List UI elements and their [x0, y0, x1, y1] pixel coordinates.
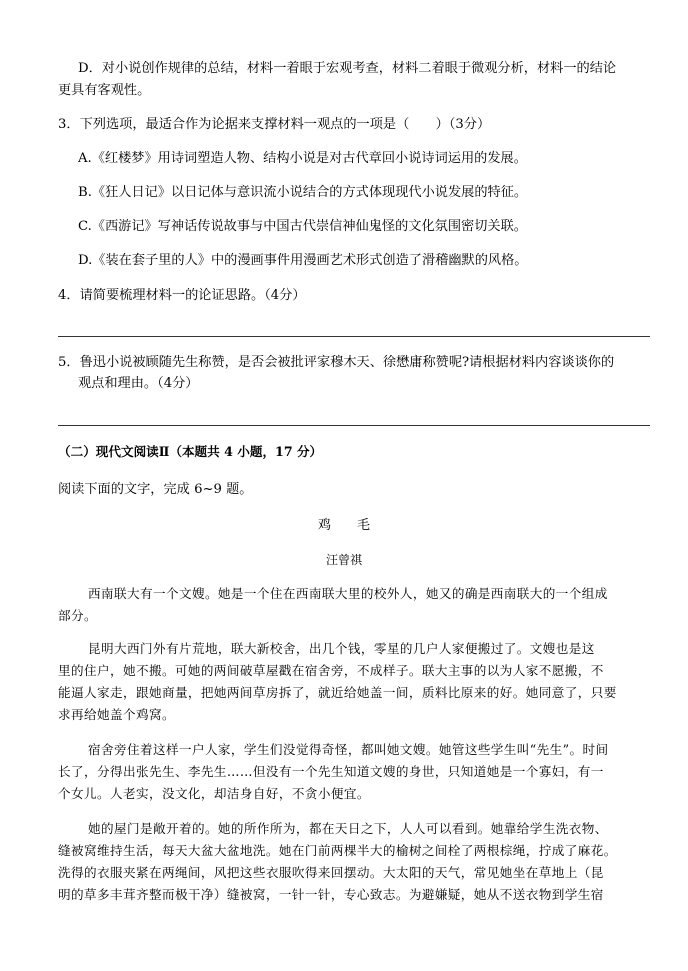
story-author: 汪曾祺	[325, 553, 362, 567]
q2-option-d-line2: 更具有客观性。	[58, 83, 151, 98]
story-p2-line3: 能逼人家走，跟她商量，把她两间草房拆了，就近给她盖一间，质料比原来的好。她同意了，只要	[58, 685, 617, 700]
q5-answer-line[interactable]	[58, 425, 650, 426]
section2-heading: （二）现代文阅读Ⅱ（本题共 4 小题，17 分）	[58, 444, 323, 459]
story-p4-line3: 洗得的衣服夹紧在两绳间，风把这些衣服吹得来回摆动。大太阳的天气，常见她坐在草地上（昆	[58, 865, 604, 880]
story-p2-line2: 里的住户，她不搬。可她的两间破草屋戳在宿舍旁，不成样子。联大主事的以为人家不愿搬，不	[58, 663, 604, 678]
story-p1-line2: 部分。	[58, 608, 97, 623]
section2-instruction: 阅读下面的文字，完成 6~9 题。	[58, 482, 253, 497]
story-p3-line1: 宿舍旁住着这样一户人家，学生们没觉得奇怪，都叫她文嫂。她管这些学生叫“先生”。时间	[88, 742, 609, 757]
q5-line1: 5．鲁迅小说被顾随先生称赞，是否会被批评家穆木天、徐懋庸称赞呢?请根据材料内容谈谈你的	[58, 355, 615, 370]
story-p2-line1: 昆明大西门外有片荒地，联大新校舍，出几个钱，零星的几户人家便搬过了。文嫂也是这	[88, 641, 595, 656]
story-p3-line2: 长了，分得出张先生、李先生……但没有一个先生知道文嫂的身世，只知道她是一个寡妇，有一	[58, 764, 604, 779]
q3-option-a: A.《红楼梦》用诗词塑造人物、结构小说是对古代章回小说诗词运用的发展。	[78, 151, 527, 166]
q3-option-b: B.《狂人日记》以日记体与意识流小说结合的方式体现现代小说发展的特征。	[78, 185, 528, 200]
q5-line2: 观点和理由。（4分）	[78, 376, 199, 391]
story-title: 鸡 毛	[317, 518, 370, 533]
q2-option-d-line1: D．对小说创作规律的总结，材料一着眼于宏观考查，材料二着眼于微观分析，材料一的结论	[78, 61, 617, 76]
q3-stem: 3．下列选项，最适合作为论据来支撑材料一观点的一项是（ ）（3分）	[58, 117, 491, 132]
q4-stem: 4．请简要梳理材料一的论证思路。（4分）	[58, 288, 306, 303]
story-p3-line3: 个女儿。人老实，没文化，却洁身自好，不贪小便宜。	[58, 786, 370, 801]
story-p1-line1: 西南联大有一个文嫂。她是一个住在西南联大里的校外人，她又的确是西南联大的一个组成	[88, 586, 608, 601]
story-p4-line1: 她的屋门是敞开着的。她的所作所为，都在天日之下，人人可以看到。她靠给学生洗衣物、	[88, 821, 608, 836]
q4-answer-line[interactable]	[58, 336, 650, 337]
story-p2-line4: 求再给她盖个鸡窝。	[58, 707, 175, 722]
q3-option-c: C.《西游记》写神话传说故事与中国古代崇信神仙鬼怪的文化氛围密切关联。	[78, 219, 527, 234]
story-p4-line2: 缝被窝维持生活，每天大盆大盆地洗。她在门前两棵半大的榆树之间栓了两根棕绳，拧成了麻花。	[58, 843, 617, 858]
story-p4-line4: 明的草多丰茸齐整而极干净）缝被窝，一针一针，专心致志。为避嫌疑，她从不送衣物到学生宿	[58, 887, 604, 902]
q3-option-d: D.《装在套子里的人》中的漫画事件用漫画艺术形式创造了滑稽幽默的风格。	[78, 253, 528, 268]
